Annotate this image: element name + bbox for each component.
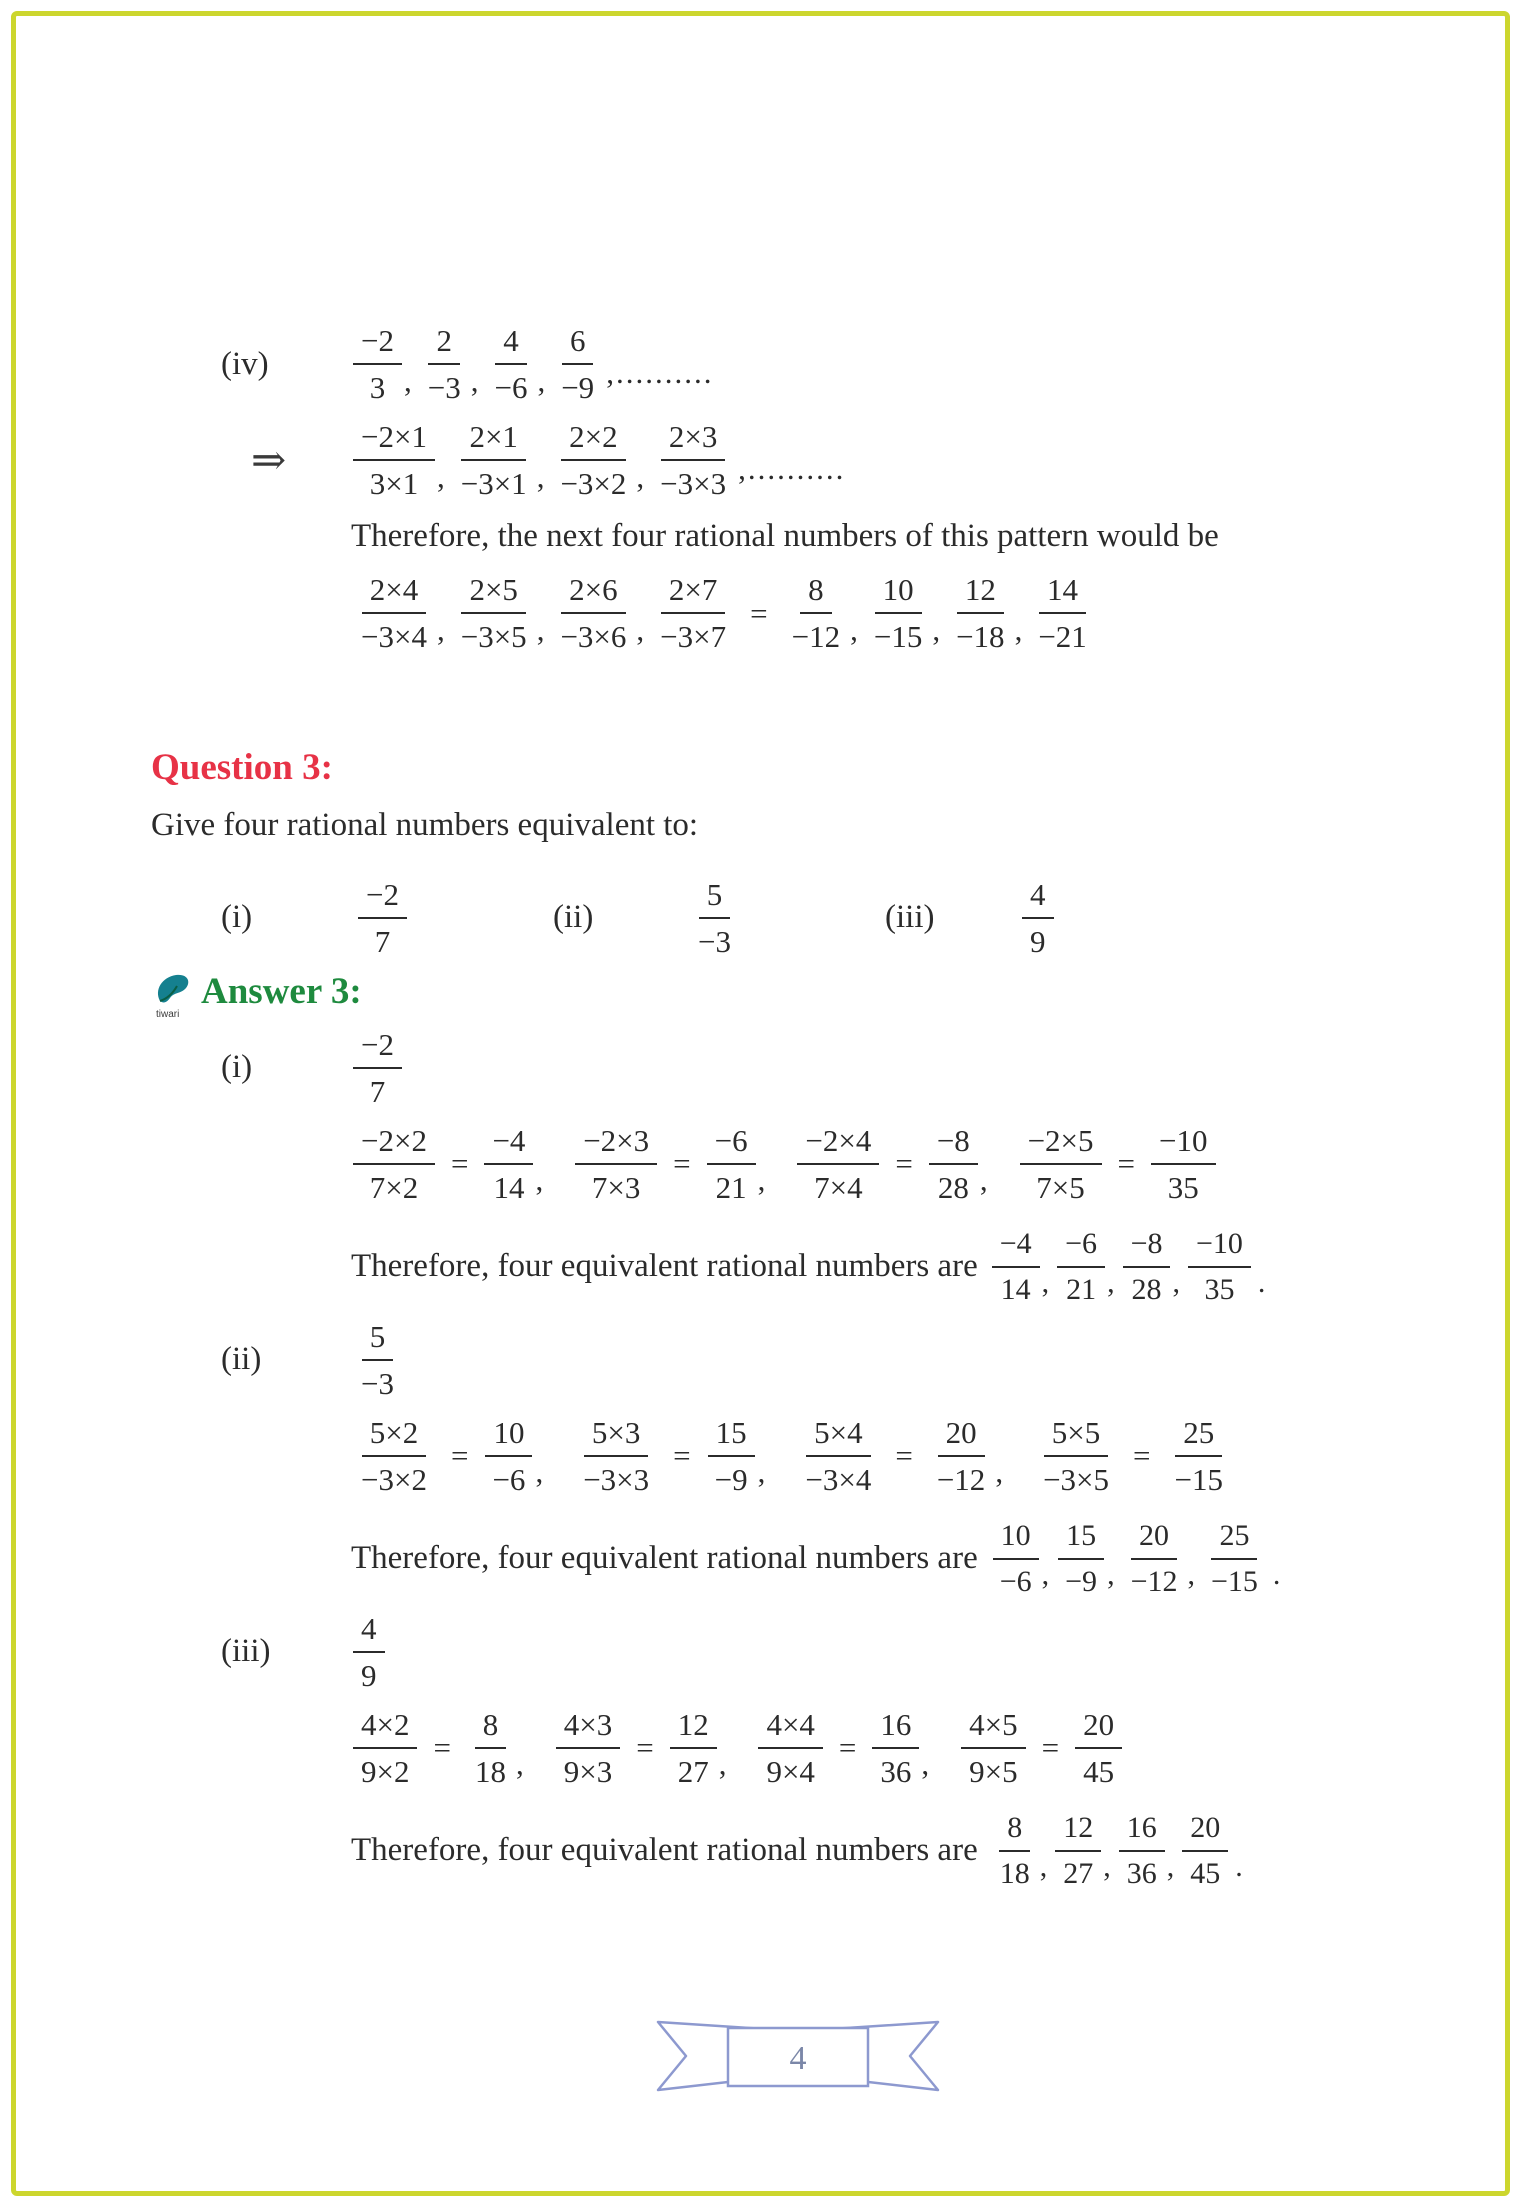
fraction-denominator: 45 xyxy=(1190,1856,1221,1890)
fraction-sequence-next xyxy=(351,571,1097,655)
fraction-denominator: 36 xyxy=(1126,1856,1157,1890)
fraction-numerator: 20 xyxy=(1075,1706,1122,1749)
trailing-dots: ,.......... xyxy=(606,354,714,390)
separator-comma: , xyxy=(535,1454,544,1490)
fraction-numerator: −2×5 xyxy=(1020,1122,1102,1165)
therefore-text: Therefore, four equivalent rational numbers are xyxy=(351,1832,978,1869)
answer-part-label: (iii) xyxy=(221,1633,271,1670)
fraction xyxy=(353,418,435,502)
fraction xyxy=(420,322,469,406)
fraction-denominator: 7 xyxy=(369,1073,386,1109)
fraction xyxy=(797,1414,879,1498)
fraction-denominator: 7×3 xyxy=(591,1169,641,1205)
question-prompt: Give four rational numbers equivalent to: xyxy=(151,806,699,843)
fraction-denominator: 3 xyxy=(369,370,386,405)
fraction xyxy=(353,1706,417,1790)
fraction-numerator: −2 xyxy=(353,322,402,365)
separator-comma: , xyxy=(757,1162,766,1198)
separator-comma: , xyxy=(921,1746,930,1782)
fraction xyxy=(553,322,602,406)
fraction xyxy=(1022,876,1054,960)
fraction-denominator: 9×5 xyxy=(969,1753,1018,1789)
fraction-numerator: −10 xyxy=(1188,1226,1251,1268)
fraction xyxy=(690,876,739,960)
fraction-denominator: −3×7 xyxy=(660,619,727,655)
fraction-denominator: −9 xyxy=(1065,1564,1098,1598)
separator-comma: , xyxy=(636,458,645,494)
fraction-numerator: 2×7 xyxy=(661,571,725,614)
equals-sign: = xyxy=(1117,1146,1136,1182)
fraction xyxy=(552,418,634,502)
fraction xyxy=(1030,571,1094,655)
fraction xyxy=(484,1414,533,1498)
fraction-denominator: −18 xyxy=(956,619,1005,655)
fraction-numerator: 12 xyxy=(670,1706,717,1749)
fraction xyxy=(556,1706,620,1790)
fraction xyxy=(797,1122,879,1206)
fraction-denominator: −3 xyxy=(427,370,461,405)
fraction xyxy=(484,1122,533,1206)
fraction-denominator: −3×3 xyxy=(583,1461,650,1497)
separator-comma: , xyxy=(535,1162,544,1198)
fraction-denominator: 7×4 xyxy=(814,1169,863,1205)
fraction-denominator: −6 xyxy=(999,1564,1032,1598)
fraction xyxy=(866,571,930,655)
fraction-denominator: 27 xyxy=(1063,1856,1094,1890)
fraction-numerator: 4 xyxy=(495,322,527,365)
answer-iii-work-row xyxy=(351,1700,1445,1796)
fraction xyxy=(575,1414,657,1498)
fraction-numerator: 15 xyxy=(1058,1518,1104,1560)
therefore-text: Therefore, four equivalent rational numbers are xyxy=(351,1248,978,1285)
equals-sign: = xyxy=(450,1438,469,1474)
separator-comma: , xyxy=(850,611,858,647)
fraction-numerator: 16 xyxy=(872,1706,919,1749)
fraction-numerator: 2×3 xyxy=(661,418,725,461)
fraction-denominator: 7×5 xyxy=(1036,1169,1085,1205)
fraction-denominator: 27 xyxy=(677,1753,709,1789)
fraction-denominator: −15 xyxy=(1210,1564,1258,1598)
fraction-denominator: 9 xyxy=(1030,923,1046,959)
fraction-denominator: 9×4 xyxy=(766,1753,815,1789)
fraction-numerator: 2×6 xyxy=(561,571,625,614)
fraction-numerator: 12 xyxy=(957,571,1004,614)
fraction-denominator: −21 xyxy=(1038,619,1087,655)
fraction-numerator: 8 xyxy=(999,1810,1030,1852)
fraction-numerator: 2×4 xyxy=(362,571,426,614)
separator-comma: , xyxy=(1014,611,1023,647)
fraction-denominator: 18 xyxy=(474,1753,506,1789)
separator-comma: , xyxy=(470,362,479,398)
separator-comma: , xyxy=(536,458,545,494)
fraction-numerator: 5×4 xyxy=(806,1414,870,1457)
page-number: 4 xyxy=(789,2039,807,2077)
separator-comma: , xyxy=(932,611,941,647)
question-items xyxy=(151,870,1445,966)
fraction xyxy=(353,1318,402,1402)
fraction xyxy=(353,1026,402,1110)
fraction-numerator: −6 xyxy=(1057,1226,1105,1268)
fraction-numerator: 4 xyxy=(353,1610,385,1653)
fraction xyxy=(353,1122,435,1206)
fraction xyxy=(929,1414,993,1498)
fraction-denominator: −12 xyxy=(1130,1564,1178,1598)
answer-ii-therefore-row xyxy=(351,1514,1445,1604)
separator-comma: , xyxy=(1041,1265,1050,1299)
fraction xyxy=(575,1122,657,1206)
equals-sign: = xyxy=(750,595,768,631)
fraction-denominator: −3×6 xyxy=(560,619,627,655)
fraction-numerator: 4×4 xyxy=(758,1706,822,1749)
equals-sign: = xyxy=(673,1438,691,1474)
fraction xyxy=(353,1610,385,1694)
fraction-denominator: 14 xyxy=(1000,1272,1031,1306)
question-item-fraction xyxy=(356,876,409,960)
fraction-denominator: −15 xyxy=(873,619,923,655)
answer-given-fraction xyxy=(351,1318,404,1402)
fraction-numerator: −4 xyxy=(992,1226,1040,1268)
fraction-denominator: 9 xyxy=(361,1657,377,1693)
fraction-denominator: −9 xyxy=(714,1461,748,1497)
fraction-numerator: 5×2 xyxy=(362,1414,426,1457)
fraction-denominator: 3×1 xyxy=(369,466,419,501)
fraction-denominator: 35 xyxy=(1204,1272,1235,1306)
fraction xyxy=(353,571,435,655)
fraction xyxy=(1151,1122,1215,1206)
fraction-numerator: 2×1 xyxy=(461,418,525,461)
fraction-denominator: 18 xyxy=(999,1856,1030,1890)
answer-work-sequence xyxy=(351,1706,1124,1790)
fraction-numerator: 10 xyxy=(875,571,922,614)
fraction-numerator: −8 xyxy=(929,1122,978,1165)
fraction xyxy=(992,1226,1040,1308)
equals-sign: = xyxy=(1133,1438,1151,1474)
fraction xyxy=(453,418,535,502)
separator-comma: , xyxy=(995,1454,1004,1490)
separator-comma: , xyxy=(979,1162,988,1198)
fraction-denominator: −3 xyxy=(361,1365,394,1401)
fraction-numerator: 10 xyxy=(993,1518,1039,1560)
answer-iii-therefore-row xyxy=(351,1806,1445,1896)
fraction-numerator: 15 xyxy=(708,1414,755,1457)
separator-comma: , xyxy=(537,362,546,398)
page-border xyxy=(11,11,1510,2196)
fraction-numerator: 5 xyxy=(362,1318,394,1361)
ribbon-banner-icon xyxy=(628,2006,968,2096)
fraction-denominator: 9×3 xyxy=(563,1753,613,1789)
question-item-label: (iii) xyxy=(885,899,935,936)
separator-comma: , xyxy=(757,1454,766,1490)
tiwari-logo-icon xyxy=(151,972,193,1020)
fraction-numerator: 10 xyxy=(485,1414,532,1457)
fraction-numerator: 4×2 xyxy=(353,1706,417,1749)
fraction xyxy=(929,1122,978,1206)
fraction xyxy=(652,571,734,655)
fraction-denominator: −3 xyxy=(698,923,731,959)
fraction-numerator: 16 xyxy=(1119,1810,1165,1852)
fraction-numerator: 6 xyxy=(562,322,594,365)
question-item-iii xyxy=(885,876,1217,960)
fraction-denominator: −9 xyxy=(561,370,595,405)
separator-comma: , xyxy=(436,458,445,494)
question-item-ii xyxy=(553,876,885,960)
fraction-denominator: −12 xyxy=(936,1461,986,1497)
fraction-numerator: 25 xyxy=(1175,1414,1222,1457)
fraction-numerator: −2 xyxy=(358,876,407,919)
fraction-numerator: −2×2 xyxy=(353,1122,435,1165)
equals-sign: = xyxy=(838,1730,857,1766)
fraction xyxy=(1035,1414,1117,1498)
fraction-sequence-iv xyxy=(351,322,713,406)
separator-comma: , xyxy=(1172,1265,1180,1299)
fraction-denominator: 21 xyxy=(715,1169,747,1205)
fraction xyxy=(486,322,535,406)
fraction-numerator: 8 xyxy=(800,571,832,614)
fraction xyxy=(453,571,535,655)
separator-comma: , xyxy=(536,611,545,647)
fraction-denominator: −3×1 xyxy=(460,466,527,501)
answer-work-sequence xyxy=(351,1414,1233,1498)
fraction xyxy=(1020,1122,1102,1206)
fraction-sequence-expanded xyxy=(351,418,845,502)
fraction xyxy=(707,1122,756,1206)
answer-heading-row xyxy=(151,970,1445,1020)
separator-comma: , xyxy=(1107,1265,1115,1299)
separator-comma: , xyxy=(1166,1849,1175,1883)
fraction-numerator: 25 xyxy=(1211,1518,1257,1560)
fraction-denominator: 45 xyxy=(1083,1753,1115,1789)
sentence-period: . xyxy=(1235,1849,1243,1883)
fraction xyxy=(992,1518,1040,1600)
fraction-numerator: 2×5 xyxy=(461,571,525,614)
answer-given-fraction xyxy=(351,1610,387,1694)
question-heading: Question 3: xyxy=(151,747,333,789)
fraction xyxy=(652,418,734,502)
fraction-numerator: 14 xyxy=(1039,571,1086,614)
part-iv-expanded-row xyxy=(151,412,1445,508)
fraction-numerator: −2 xyxy=(353,1026,402,1069)
fraction xyxy=(784,571,848,655)
answer-i-given-row xyxy=(151,1020,1445,1116)
answer-results-sequence xyxy=(990,1518,1281,1600)
trailing-dots: ,.......... xyxy=(738,450,846,486)
fraction-numerator: −2×4 xyxy=(797,1122,879,1165)
question-item-fraction xyxy=(1020,876,1056,960)
therefore-text: Therefore, four equivalent rational numbers are xyxy=(351,1540,978,1577)
sentence-period: . xyxy=(1257,1265,1266,1299)
fraction-denominator: 21 xyxy=(1066,1272,1097,1306)
fraction-denominator: −15 xyxy=(1174,1461,1223,1497)
fraction xyxy=(707,1414,756,1498)
fraction-numerator: 4 xyxy=(1022,876,1054,919)
fraction xyxy=(1188,1226,1251,1308)
equals-sign: = xyxy=(1041,1730,1060,1766)
fraction xyxy=(1203,1518,1266,1600)
fraction xyxy=(353,1414,435,1498)
fraction-numerator: −8 xyxy=(1123,1226,1171,1268)
fraction-numerator: 5×5 xyxy=(1044,1414,1108,1457)
equals-sign: = xyxy=(895,1146,913,1182)
fraction-numerator: 8 xyxy=(475,1706,507,1749)
separator-comma: , xyxy=(515,1746,524,1782)
fraction-denominator: 28 xyxy=(1131,1272,1162,1306)
fraction xyxy=(1167,1414,1231,1498)
question-item-i xyxy=(221,876,553,960)
fraction xyxy=(467,1706,514,1790)
answer-i-work-row xyxy=(351,1116,1445,1212)
page-content xyxy=(16,16,1505,2191)
answer-i-therefore-row xyxy=(351,1222,1445,1312)
fraction xyxy=(1075,1706,1122,1790)
question-item-label: (i) xyxy=(221,899,253,936)
fraction-numerator: −10 xyxy=(1151,1122,1215,1165)
answer-part-label: (ii) xyxy=(221,1341,262,1378)
fraction xyxy=(1182,1810,1228,1892)
fraction-denominator: −3×3 xyxy=(660,466,727,501)
fraction-numerator: 2×2 xyxy=(561,418,625,461)
separator-comma: , xyxy=(436,611,445,647)
fraction-denominator: 35 xyxy=(1167,1169,1199,1205)
sentence-period: . xyxy=(1272,1557,1281,1591)
separator-comma: , xyxy=(1103,1849,1111,1883)
answer-ii-work-row xyxy=(351,1408,1445,1504)
fraction xyxy=(1119,1810,1165,1892)
fraction xyxy=(758,1706,822,1790)
separator-comma: , xyxy=(636,611,645,647)
part-iv-label: (iv) xyxy=(221,345,269,382)
separator-comma: , xyxy=(1041,1557,1050,1591)
fraction-denominator: 9×2 xyxy=(361,1753,410,1789)
fraction-numerator: 20 xyxy=(1131,1518,1177,1560)
implies-arrow: ⇒ xyxy=(251,438,287,484)
fraction-denominator: 7 xyxy=(374,923,391,959)
equals-sign: = xyxy=(673,1146,691,1182)
fraction-numerator: 5×3 xyxy=(584,1414,648,1457)
fraction xyxy=(948,571,1012,655)
answer-part-label: (i) xyxy=(221,1049,253,1086)
question-item-fraction xyxy=(688,876,741,960)
answer-ii-given-row xyxy=(151,1312,1445,1408)
part-iv-row xyxy=(151,316,1445,412)
fraction-numerator: −6 xyxy=(707,1122,756,1165)
equals-sign: = xyxy=(895,1438,913,1474)
fraction-denominator: 14 xyxy=(493,1169,525,1205)
fraction xyxy=(670,1706,717,1790)
separator-comma: , xyxy=(1039,1849,1048,1883)
answer-results-sequence xyxy=(990,1226,1266,1308)
page-number-ribbon xyxy=(628,2006,968,2096)
fraction-numerator: 12 xyxy=(1055,1810,1101,1852)
separator-comma: , xyxy=(1187,1557,1195,1591)
fraction-denominator: −3×5 xyxy=(1043,1461,1110,1497)
separator-comma: , xyxy=(403,362,412,398)
separator-comma: , xyxy=(1107,1557,1115,1591)
fraction-numerator: 2 xyxy=(428,322,460,365)
fraction-numerator: −2×1 xyxy=(353,418,435,461)
fraction-numerator: −2×3 xyxy=(575,1122,657,1165)
answer-given-fraction xyxy=(351,1026,404,1110)
answer-iii-given-row xyxy=(151,1604,1445,1700)
fraction xyxy=(358,876,407,960)
fraction-denominator: −6 xyxy=(494,370,528,405)
fraction-denominator: 36 xyxy=(880,1753,912,1789)
fraction xyxy=(1123,1226,1171,1308)
fraction-numerator: 20 xyxy=(1182,1810,1228,1852)
fraction-numerator: 4×5 xyxy=(961,1706,1025,1749)
part-iv-next-numbers-row xyxy=(351,565,1445,661)
fraction xyxy=(1057,1518,1105,1600)
tiwari-logo-text: tiwari xyxy=(156,1008,180,1020)
fraction xyxy=(1055,1810,1101,1892)
fraction xyxy=(872,1706,919,1790)
separator-comma: , xyxy=(718,1746,727,1782)
fraction xyxy=(353,322,402,406)
fraction-numerator: 20 xyxy=(938,1414,985,1457)
fraction-denominator: 7×2 xyxy=(369,1169,419,1205)
equals-sign: = xyxy=(450,1146,469,1182)
part-iv-therefore-text: Therefore, the next four rational numbers of this pattern would be xyxy=(351,518,1219,554)
equals-sign: = xyxy=(636,1730,654,1766)
fraction-denominator: 28 xyxy=(937,1169,969,1205)
fraction-denominator: −12 xyxy=(791,619,841,655)
fraction xyxy=(552,571,634,655)
fraction xyxy=(992,1810,1038,1892)
equals-sign: = xyxy=(433,1730,451,1766)
answer-heading: Answer 3: xyxy=(201,970,362,1012)
answer-work-sequence xyxy=(351,1122,1218,1206)
fraction-numerator: 4×3 xyxy=(556,1706,620,1749)
fraction-denominator: −3×4 xyxy=(805,1461,872,1497)
fraction-denominator: −3×2 xyxy=(560,466,627,501)
question-item-label: (ii) xyxy=(553,899,594,936)
fraction-numerator: 5 xyxy=(699,876,731,919)
fraction xyxy=(961,1706,1025,1790)
fraction-numerator: −4 xyxy=(484,1122,533,1165)
fraction-denominator: −6 xyxy=(492,1461,526,1497)
fraction-denominator: −3×2 xyxy=(361,1461,427,1497)
fraction-denominator: −3×5 xyxy=(460,619,527,655)
fraction xyxy=(1123,1518,1186,1600)
answer-results-sequence xyxy=(990,1810,1243,1892)
fraction xyxy=(1057,1226,1105,1308)
fraction-denominator: −3×4 xyxy=(361,619,427,655)
